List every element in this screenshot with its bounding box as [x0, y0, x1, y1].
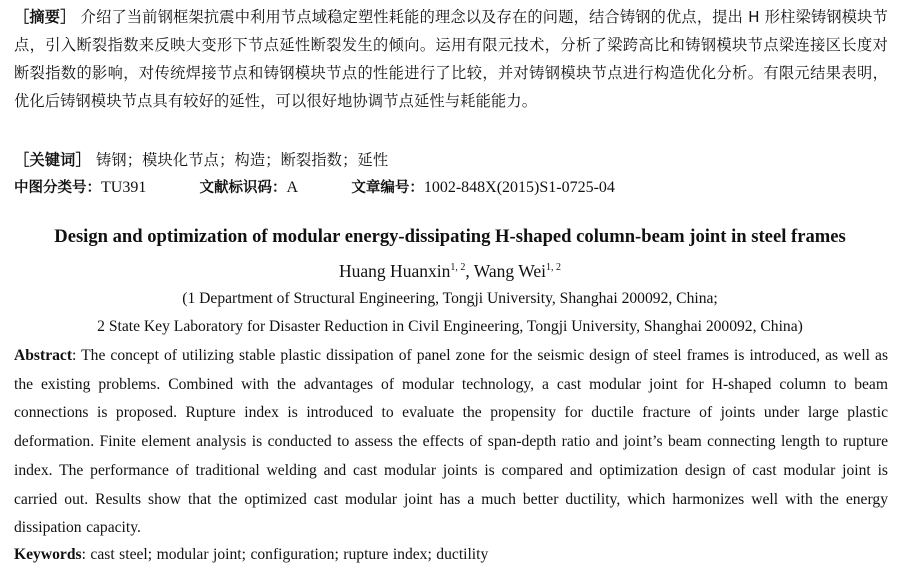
- chinese-keywords-text: 铸钢；模块化节点；构造；断裂指数；延性: [95, 151, 389, 169]
- doc-code-label: 文献标识码：: [199, 180, 287, 196]
- clc-label: 中图分类号：: [14, 180, 101, 196]
- author-affiliation-marker: 1, 2: [450, 262, 466, 273]
- author-line: [0, 255, 900, 284]
- article-no-label: 文章编号：: [351, 180, 424, 196]
- author-separator: ,: [465, 261, 470, 281]
- english-title: Design and optimization of modular energy-dissipating H-shaped column-beam joint in steel frames: [54, 226, 846, 247]
- affiliation-2: 2 State Key Laboratory for Disaster Reduction in Civil Engineering, Tongji University, Shanghai 200092, China): [97, 318, 803, 335]
- chinese-keywords-tag: ［关键词］: [14, 151, 91, 169]
- english-keywords-label: Keywords: [14, 546, 82, 563]
- author-name: Wang Wei: [473, 261, 546, 281]
- chinese-keywords: [14, 146, 888, 174]
- article-no-value: 1002-848X(2015)S1-0725-04: [423, 179, 615, 196]
- english-abstract-separator: :: [72, 347, 77, 364]
- english-abstract-label: Abstract: [14, 347, 73, 364]
- chinese-abstract-text: 介绍了当前钢框架抗震中利用节点域稳定塑性耗能的理念以及存在的问题，结合铸钢的优点，提出 H 形柱梁铸钢模块节点，引入断裂指数来反映大变形下节点延性断裂发生的倾向。运用有限元技术，分析了梁跨高比和铸钢模块节点梁连接区长度对断裂指数的影响，对传统焊接节点和铸钢模块节点的性能进行了比较，并对铸钢模块节点进行构造优化分析。有限元结果表明，优化后铸钢模块节点具有较好的延性，可以很好地协调节点延性与耗能能力。: [14, 8, 888, 110]
- clc-value: TU391: [101, 179, 147, 196]
- affiliation-1: (1 Department of Structural Engineering, Tongji University, Shanghai 200092, China;: [182, 290, 718, 307]
- author-affiliation-marker: 1, 2: [545, 262, 561, 273]
- doc-code-value: A: [286, 179, 299, 196]
- english-keywords: [14, 541, 888, 570]
- chinese-abstract: [14, 3, 888, 115]
- chinese-abstract-tag: ［摘要］: [14, 8, 76, 26]
- english-keywords-text: cast steel; modular joint; configuration; rupture index; ductility: [90, 546, 489, 563]
- english-abstract: [14, 342, 888, 543]
- author-name: Huang Huanxin: [339, 261, 451, 281]
- classification-line: [14, 174, 888, 202]
- english-abstract-text: The concept of utilizing stable plastic dissipation of panel zone for the seismic design of steel frames is introduced, as well as the existing problems. Combined with the advantages of modular technology, a cast modular joint for H-shaped column to beam connections is proposed. Rupture index is introduced to evaluate the propensity for ductile fracture of joints under large plastic deformation. Finite element analysis is conducted to assess the effects of span-depth ratio and joint’s beam connecting length to rupture index. The performance of traditional welding and cast modular joints is compared and optimization design of cast modular joint is carried out. Results show that the optimized cast modular joint has a much better ductility, which harmonizes well with the energy dissipation capacity.: [14, 347, 889, 537]
- english-keywords-separator: :: [81, 546, 86, 563]
